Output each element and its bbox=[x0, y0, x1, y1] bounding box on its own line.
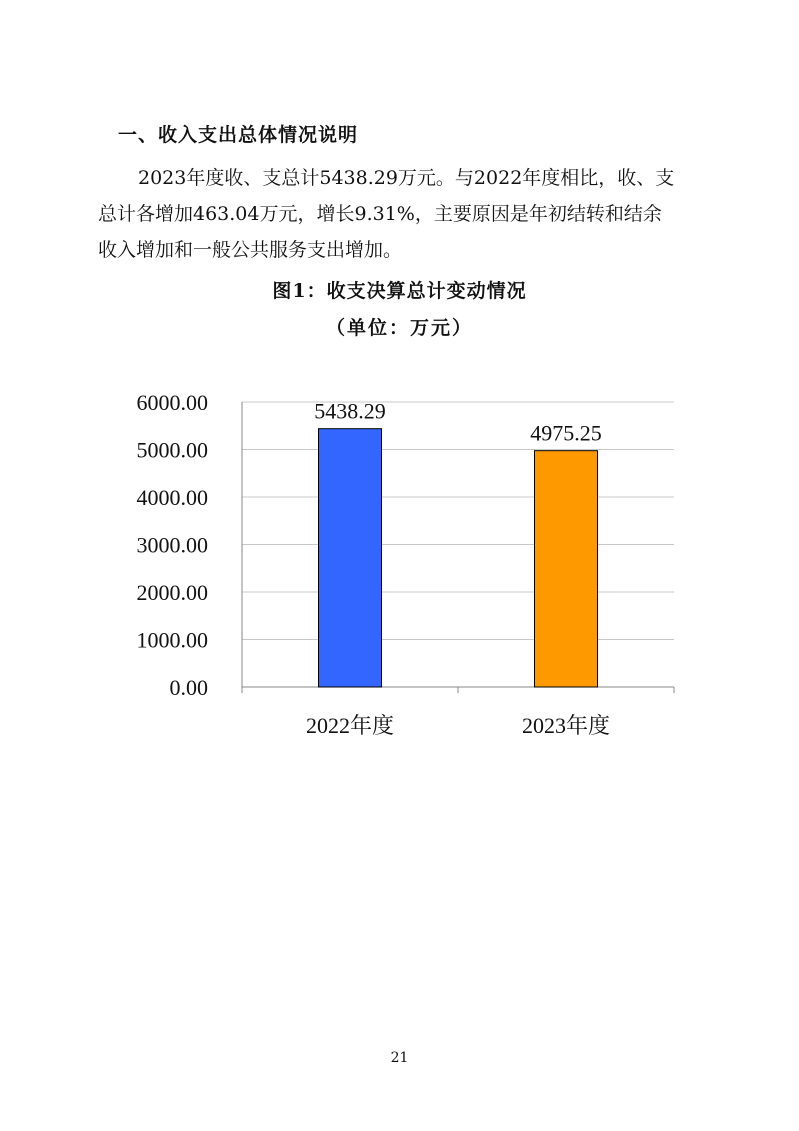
data-label: 5438.29 bbox=[314, 398, 386, 424]
paragraph-line-3: 收入增加和一般公共服务支出增加。 bbox=[98, 239, 403, 261]
bar bbox=[535, 451, 598, 687]
data-label: 4975.25 bbox=[530, 420, 602, 446]
figure-unit: （单位：万元） bbox=[325, 317, 473, 339]
y-tick-label: 1000.00 bbox=[136, 627, 208, 653]
y-tick-label: 2000.00 bbox=[136, 580, 208, 605]
y-tick-label: 6000.00 bbox=[136, 390, 208, 415]
figure-title: 图1：收支决算总计变动情况 bbox=[272, 280, 527, 302]
y-tick-label: 3000.00 bbox=[136, 532, 208, 558]
x-tick-label: 2023年度 bbox=[521, 713, 611, 738]
y-tick-label: 5000.00 bbox=[136, 437, 208, 463]
y-tick-label: 4000.00 bbox=[136, 485, 208, 510]
y-tick-label: 0.00 bbox=[169, 675, 208, 700]
paragraph-line-2: 总计各增加463.04万元，增长9.31%，主要原因是年初结转和结余 bbox=[98, 203, 662, 225]
page-number: 21 bbox=[390, 1050, 409, 1066]
paragraph-line-1: 2023年度收、支总计5438.29万元。与2022年度相比，收、支 bbox=[138, 167, 675, 189]
bar bbox=[319, 429, 382, 687]
x-tick-label: 2022年度 bbox=[305, 713, 395, 738]
section-heading: 一、收入支出总体情况说明 bbox=[118, 124, 359, 146]
